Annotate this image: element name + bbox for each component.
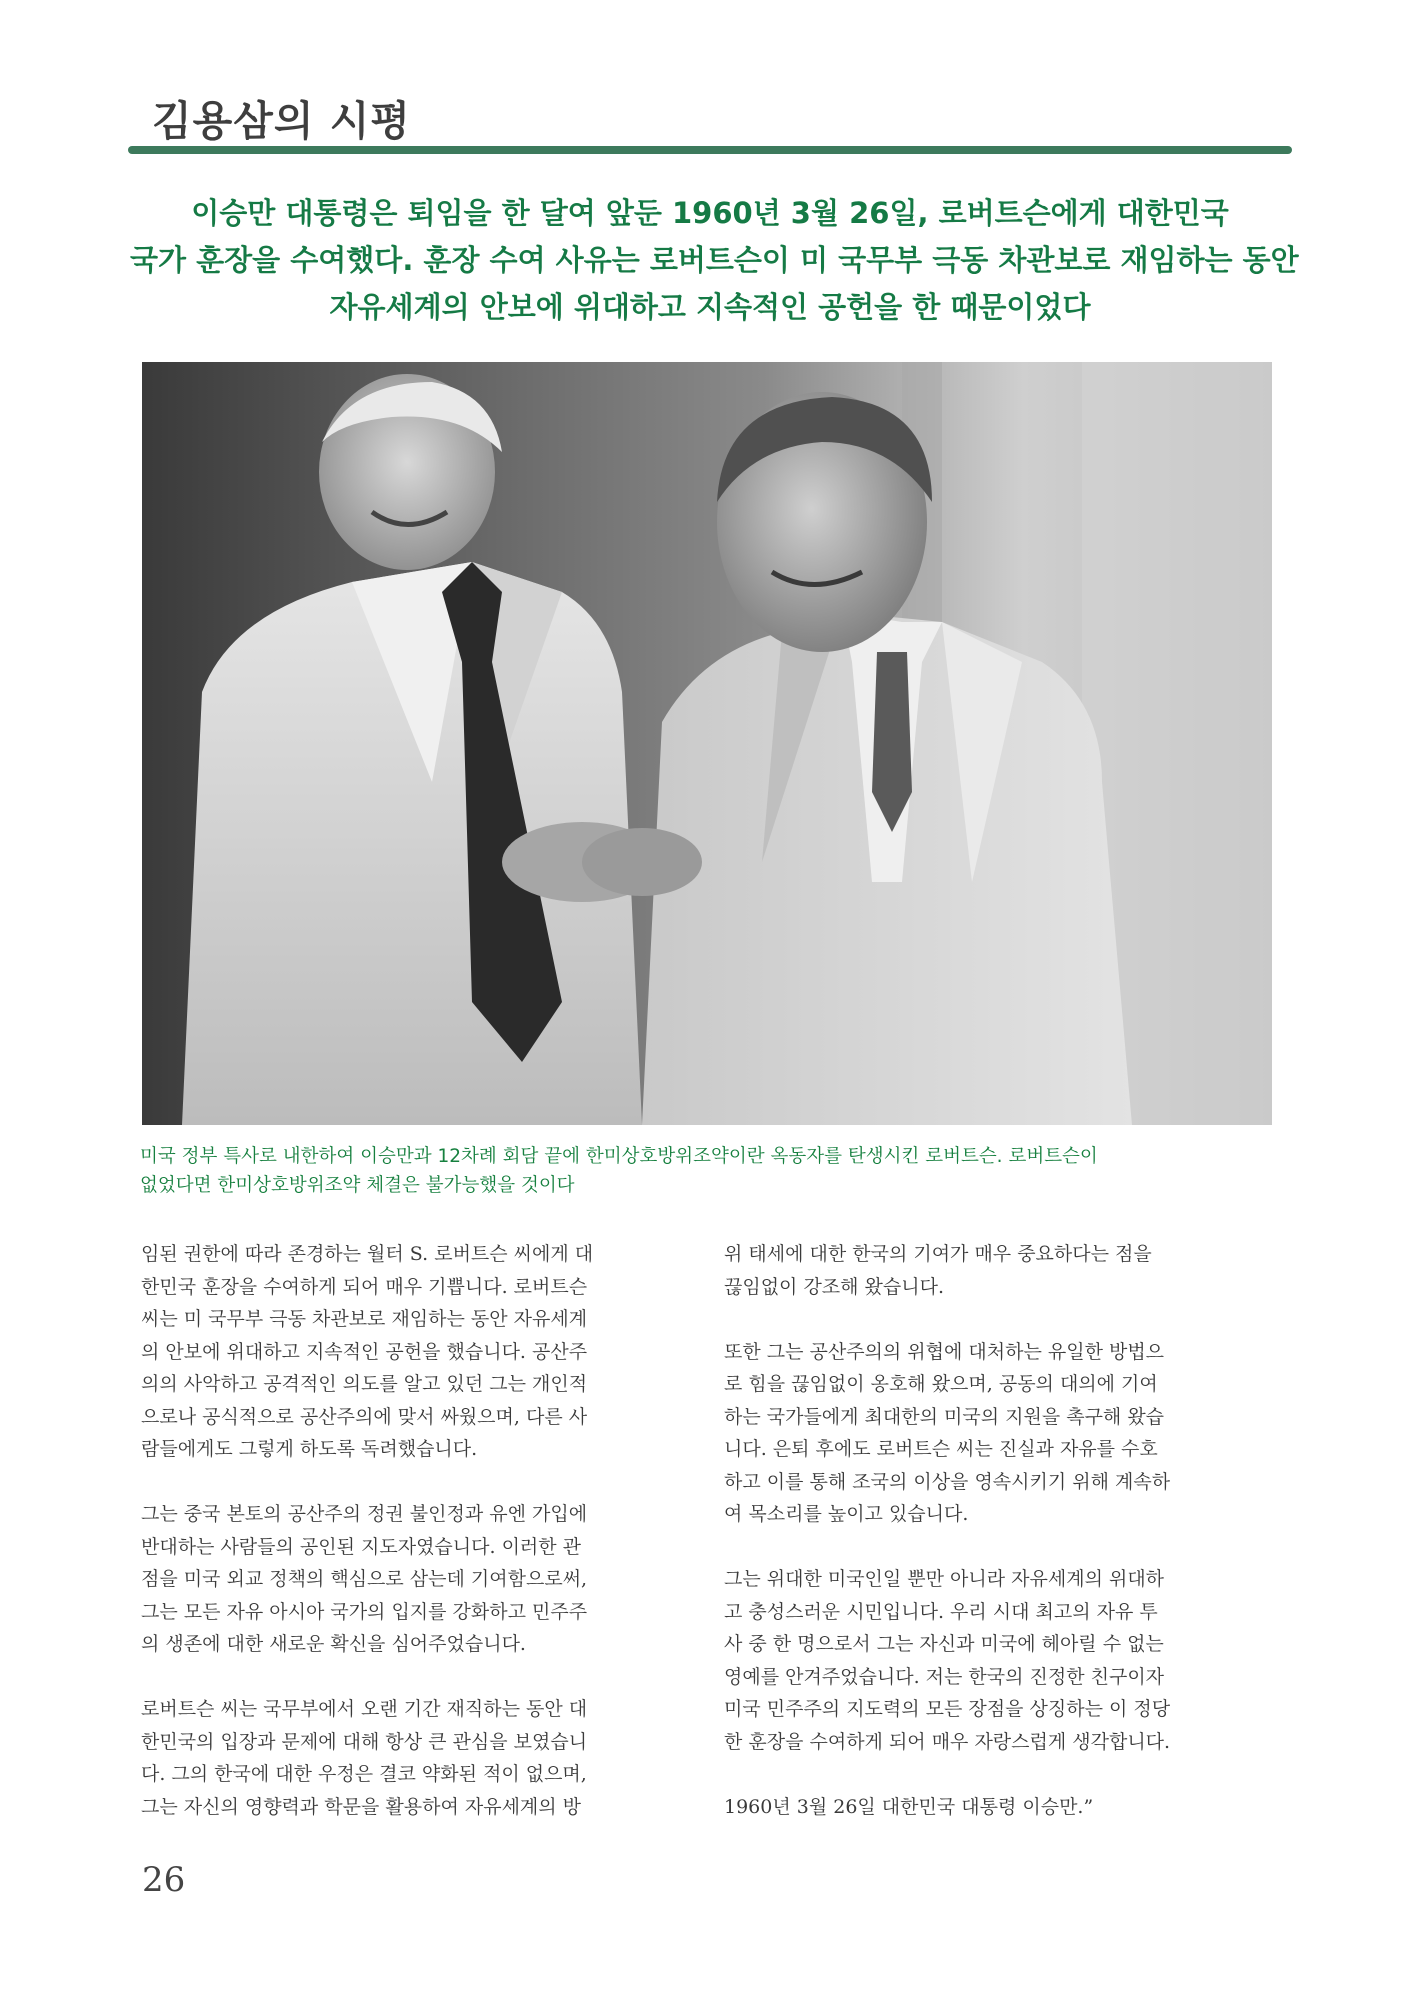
text-line: 위 태세에 대한 한국의 기여가 매우 중요하다는 점을 [724, 1243, 1152, 1265]
text-line: 영예를 안겨주었습니다. 저는 한국의 진정한 친구이자 [724, 1665, 1165, 1688]
text-line: 한민국 훈장을 수여하게 되어 매우 기쁩니다. 로버트슨 [141, 1275, 588, 1298]
headline-line: 자유세계의 안보에 위대하고 지속적인 공헌을 한 때문이었다 [329, 290, 1091, 324]
text-line: 그는 자신의 영향력과 학문을 활용하여 자유세계의 방 [141, 1795, 582, 1818]
title-divider [128, 146, 1292, 154]
text-line: 의의 사악하고 공격적인 의도를 알고 있던 그는 개인적 [141, 1373, 588, 1395]
paragraph [724, 1563, 1284, 1758]
signature-paragraph [724, 1791, 1284, 1824]
text-line: 의 생존에 대한 새로운 확신을 심어주었습니다. [141, 1633, 526, 1655]
text-line: 한민국의 입장과 문제에 대해 항상 큰 관심을 보였습니 [141, 1730, 588, 1753]
section-title: 김용삼의 시평 [152, 97, 411, 145]
text-line: 로 힘을 끊임없이 옹호해 왔으며, 공동의 대의에 기여 [724, 1373, 1158, 1395]
text-line: 한 훈장을 수여하게 되어 매우 자랑스럽게 생각합니다. [724, 1730, 1171, 1753]
text-line: 고 충성스러운 시민입니다. 우리 시대 최고의 자유 투 [724, 1600, 1158, 1623]
headline [130, 190, 1299, 331]
text-line: 사 중 한 명으로서 그는 자신과 미국에 헤아릴 수 없는 [724, 1633, 1164, 1655]
page-number: 26 [142, 1860, 186, 1900]
text-line: 미국 민주주의 지도력의 모든 장점을 상징하는 이 정당 [724, 1698, 1171, 1720]
text-line: 반대하는 사람들의 공인된 지도자였습니다. 이러한 관 [141, 1535, 582, 1558]
handshake-photo [142, 362, 1272, 1125]
text-line: 그는 중국 본토의 공산주의 정권 불인정과 유엔 가입에 [141, 1503, 588, 1525]
headline-line: 국가 훈장을 수여했다. 훈장 수여 사유는 로버트슨이 미 국무부 극동 차관보로 재임하는 동안 [130, 243, 1299, 277]
text-line: 그는 위대한 미국인일 뿐만 아니라 자유세계의 위대하 [724, 1568, 1165, 1590]
headline-line: 이승만 대통령은 퇴임을 한 달여 앞둔 1960년 3월 26일, 로버트슨에게 대한민국 [191, 196, 1229, 230]
text-line: 으로나 공식적으로 공산주의에 맞서 싸웠으며, 다른 사 [141, 1405, 588, 1428]
text-line: 그는 모든 자유 아시아 국가의 입지를 강화하고 민주주 [141, 1600, 588, 1623]
caption-line: 없었다면 한미상호방위조약 체결은 불가능했을 것이다 [140, 1175, 575, 1196]
text-line: 로버트슨 씨는 국무부에서 오랜 기간 재직하는 동안 대 [141, 1698, 588, 1720]
text-line: 점을 미국 외교 정책의 핵심으로 삼는데 기여함으로써, [141, 1568, 588, 1590]
text-line: 람들에게도 그렇게 하도록 독려했습니다. [141, 1438, 478, 1460]
text-line: 또한 그는 공산주의의 위협에 대처하는 유일한 방법으 [724, 1340, 1165, 1363]
text-line: 니다. 은퇴 후에도 로버트슨 씨는 진실과 자유를 수호 [724, 1438, 1158, 1460]
paragraph [724, 1336, 1284, 1531]
photo-image [142, 362, 1272, 1125]
paragraph [141, 1238, 701, 1466]
photo-caption [140, 1142, 1280, 1200]
signature-line: 1960년 3월 26일 대한민국 대통령 이승만.” [724, 1795, 1094, 1818]
text-line: 하는 국가들에게 최대한의 미국의 지원을 촉구해 왔습 [724, 1405, 1165, 1428]
text-line: 다. 그의 한국에 대한 우정은 결코 약화된 적이 없으며, [141, 1763, 587, 1785]
text-line: 끊임없이 강조해 왔습니다. [724, 1275, 945, 1298]
paragraph [724, 1238, 1284, 1303]
paragraph [141, 1693, 701, 1823]
text-line: 임된 권한에 따라 존경하는 월터 S. 로버트슨 씨에게 대 [141, 1243, 594, 1265]
text-line: 의 안보에 위대하고 지속적인 공헌을 했습니다. 공산주 [141, 1340, 588, 1363]
text-line: 하고 이를 통해 조국의 이상을 영속시키기 위해 계속하 [724, 1470, 1171, 1493]
left-column [141, 1238, 701, 1856]
right-column [724, 1238, 1284, 1856]
caption-line: 미국 정부 특사로 내한하여 이승만과 12차례 회담 끝에 한미상호방위조약이란 옥동자를 탄생시킨 로버트슨. 로버트슨이 [140, 1146, 1098, 1167]
paragraph [141, 1498, 701, 1661]
text-line: 여 목소리를 높이고 있습니다. [724, 1503, 969, 1525]
text-line: 씨는 미 국무부 극동 차관보로 재임하는 동안 자유세계 [141, 1308, 588, 1330]
